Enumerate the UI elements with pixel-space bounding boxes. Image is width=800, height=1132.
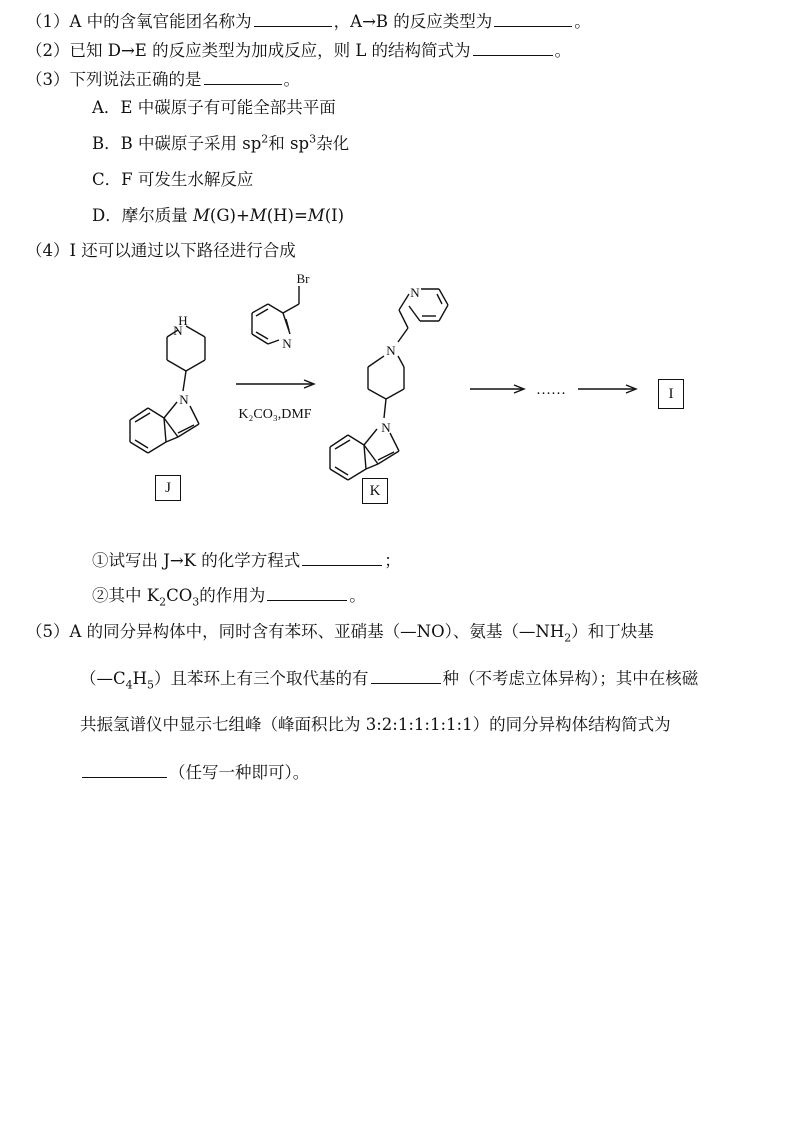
label-box-i: I bbox=[658, 379, 684, 409]
question-5-text-2a: （—C bbox=[80, 669, 126, 688]
label-box-j: J bbox=[155, 475, 181, 501]
question-2-number: （2） bbox=[26, 41, 70, 60]
question-5-text-2c: ）且苯环上有三个取代基的有 bbox=[154, 669, 369, 688]
question-5-text-2d: 种（不考虑立体异构）；其中在核磁 bbox=[442, 669, 699, 688]
question-4-number: （4） bbox=[26, 241, 70, 260]
question-5-text-4: （任写一种即可）。 bbox=[169, 763, 310, 782]
option-d-m1: M bbox=[192, 206, 210, 225]
question-3-stem: 下列说法正确的是 bbox=[69, 70, 202, 89]
question-3 bbox=[26, 68, 300, 91]
option-d-text-b: (G)+ bbox=[209, 206, 250, 225]
atom-label-n-j-indole: N bbox=[179, 392, 189, 407]
reagent-br-label: Br bbox=[296, 271, 310, 286]
question-1-number: （1） bbox=[26, 12, 70, 31]
question-5-h5-sub: 5 bbox=[147, 678, 155, 692]
option-d bbox=[92, 205, 344, 227]
option-d-text-a: D．摩尔质量 bbox=[92, 206, 193, 225]
reagent-n-label: N bbox=[282, 336, 292, 351]
question-5-text-1-end: ）和丁炔基 bbox=[571, 622, 654, 641]
option-b bbox=[92, 133, 349, 155]
question-4-sub-2-end: 。 bbox=[349, 586, 366, 605]
question-5-number: （5） bbox=[26, 622, 70, 641]
question-1-text-b: ，A→B 的反应类型为 bbox=[333, 12, 493, 31]
k2co3-sub-2: 2 bbox=[159, 595, 167, 609]
option-d-text-c: (H)= bbox=[266, 206, 308, 225]
option-b-text-b: 和 sp bbox=[268, 134, 310, 153]
atom-label-h: H bbox=[178, 313, 188, 328]
question-1-end: 。 bbox=[574, 12, 591, 31]
question-5-line-3: 共振氢谱仪中显示七组峰（峰面积比为 3:2:1:1:1:1:1）的同分异构体结构简式为 bbox=[80, 715, 671, 734]
question-5-c4-sub: 4 bbox=[125, 678, 133, 692]
question-4-sub-2-text-c: 的作用为 bbox=[199, 586, 266, 605]
question-5-nh2-sub: 2 bbox=[564, 631, 572, 645]
ellipsis-steps: …… bbox=[536, 382, 566, 398]
answer-blank-1a[interactable] bbox=[254, 10, 332, 27]
question-4-stem: I 还可以通过以下路径进行合成 bbox=[69, 241, 296, 260]
question-3-end: 。 bbox=[283, 70, 300, 89]
atom-label-n-k-indole: N bbox=[381, 420, 391, 435]
option-c: C．F 可发生水解反应 bbox=[92, 170, 254, 189]
question-5-line-4 bbox=[80, 761, 309, 784]
atom-label-n-j-piperidine: N bbox=[173, 323, 183, 338]
question-5-line-2 bbox=[80, 667, 698, 690]
atom-label-n-k-pyridine: N bbox=[410, 285, 420, 300]
question-4-sub-2 bbox=[92, 584, 366, 607]
question-2 bbox=[26, 39, 571, 62]
option-d-m2: M bbox=[249, 206, 267, 225]
question-4-sub-2-text-b: CO bbox=[166, 586, 193, 605]
question-2-text: 已知 D→E 的反应类型为加成反应，则 L 的结构简式为 bbox=[69, 41, 471, 60]
question-1-text-a: A 中的含氧官能团名称为 bbox=[69, 12, 252, 31]
answer-blank-3[interactable] bbox=[204, 68, 282, 85]
question-4-sub-2-text-a: ②其中 K bbox=[92, 586, 160, 605]
question-4-sub-1-text: ①试写出 J→K 的化学方程式 bbox=[92, 551, 301, 570]
answer-blank-1b[interactable] bbox=[494, 10, 572, 27]
question-1 bbox=[26, 10, 591, 33]
answer-blank-5a[interactable] bbox=[371, 667, 441, 684]
question-5-line-1 bbox=[26, 621, 654, 643]
answer-blank-5b[interactable] bbox=[82, 761, 167, 778]
option-b-sup-3: 3 bbox=[309, 132, 317, 146]
option-b-sup-2: 2 bbox=[261, 132, 269, 146]
reaction-conditions: K₂CO₃,DMF bbox=[238, 407, 312, 422]
option-d-text-d: (I) bbox=[324, 206, 345, 225]
question-5-text-2b: H bbox=[132, 669, 148, 688]
option-b-text-c: 杂化 bbox=[316, 134, 350, 153]
label-box-k: K bbox=[362, 478, 388, 504]
atom-label-n-k-piperidine: N bbox=[386, 343, 396, 358]
answer-blank-2[interactable] bbox=[473, 39, 553, 56]
k2co3-sub-3: 3 bbox=[192, 595, 200, 609]
question-4 bbox=[26, 240, 296, 262]
question-4-sub-1 bbox=[92, 549, 401, 572]
answer-blank-4b[interactable] bbox=[267, 584, 347, 601]
question-4-sub-1-end: ； bbox=[384, 551, 401, 570]
option-a: A．E 中碳原子有可能全部共平面 bbox=[92, 98, 336, 117]
option-b-text-a: B．B 中碳原子采用 sp bbox=[92, 134, 262, 153]
question-5-text-1: A 的同分异构体中，同时含有苯环、亚硝基（—NO）、氨基（—NH bbox=[69, 622, 565, 641]
question-2-end: 。 bbox=[554, 41, 572, 60]
option-d-m3: M bbox=[307, 206, 325, 225]
answer-blank-4a[interactable] bbox=[302, 549, 382, 566]
question-3-number: （3） bbox=[26, 70, 70, 89]
